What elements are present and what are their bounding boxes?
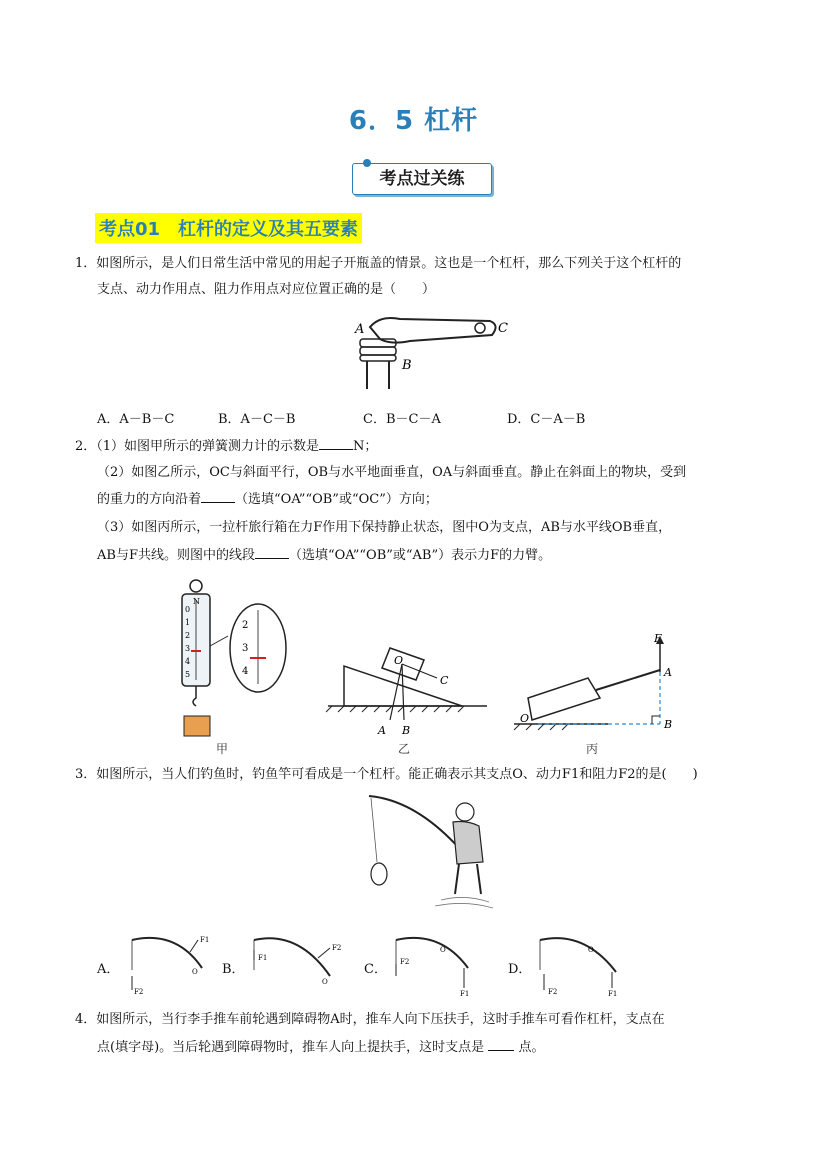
scale-tick-3: 3 bbox=[185, 644, 191, 653]
incline-label-o: O bbox=[394, 654, 404, 667]
rod-b-f2: F2 bbox=[332, 944, 342, 952]
spring-scale-figure bbox=[160, 576, 295, 756]
luggage-label-f: F bbox=[654, 632, 662, 645]
q1-option-a[interactable]: A．A－B－C bbox=[97, 412, 175, 427]
q2-line5-text: AB与F共线。则图中的线段 bbox=[97, 548, 255, 563]
badge-label: 考点过关练 bbox=[379, 169, 465, 189]
luggage-label-a: A bbox=[664, 666, 672, 679]
rod-a-f2: F2 bbox=[134, 988, 144, 996]
badge-dot-icon bbox=[363, 159, 371, 167]
section-heading: 考点01 杠杆的定义及其五要素 bbox=[95, 213, 362, 243]
rod-a-o: O bbox=[192, 968, 198, 976]
opener-label-a: A bbox=[355, 322, 365, 337]
zoom-tick-2: 2 bbox=[242, 620, 249, 631]
opener-label-b: B bbox=[402, 358, 412, 373]
rod-c-figure bbox=[380, 928, 480, 998]
rod-b-f1: F1 bbox=[258, 954, 268, 962]
q2-blank-3[interactable] bbox=[255, 546, 289, 559]
q2-line5-hint: （选填“OA”“OB”或“AB”）表示力F的力臂。 bbox=[288, 548, 552, 563]
scale-tick-1: 1 bbox=[185, 618, 191, 627]
opener-label-c: C bbox=[498, 321, 508, 336]
scale-unit-n: N bbox=[193, 597, 200, 606]
page-title: 6．5 杠杆 bbox=[348, 106, 479, 136]
scale-tick-5: 5 bbox=[185, 670, 191, 679]
luggage-figure bbox=[508, 628, 688, 740]
caption-jia: 甲 bbox=[216, 742, 229, 756]
q2-line3 bbox=[97, 490, 438, 510]
incline-label-b: B bbox=[402, 724, 411, 737]
scale-tick-0: 0 bbox=[185, 605, 191, 614]
rod-d-o: O bbox=[588, 946, 594, 954]
q2-line4: （3）如图丙所示，一拉杆旅行箱在力F作用下保持静止状态，图中O为支点，AB与水平线OB垂直， bbox=[97, 520, 672, 535]
section-badge bbox=[352, 163, 492, 195]
incline-label-a: A bbox=[378, 724, 386, 737]
scale-tick-2: 2 bbox=[185, 631, 191, 640]
rod-d-f2: F2 bbox=[548, 988, 558, 996]
scale-tick-4: 4 bbox=[185, 657, 191, 666]
q3-line1: 3．如图所示，当人们钓鱼时，钓鱼竿可看成是一个杠杆。能正确表示其支点O、动力F1和阻力F2的是( ) bbox=[75, 767, 698, 782]
rod-c-f1: F1 bbox=[460, 990, 470, 998]
q1-option-c[interactable]: C．B－C－A bbox=[363, 412, 441, 427]
q2-blank-1[interactable] bbox=[319, 437, 353, 450]
q3-option-b[interactable]: B． bbox=[222, 962, 245, 977]
q1-option-b[interactable]: B．A－C－B bbox=[218, 412, 296, 427]
q1-line2: 支点、动力作用点、阻力作用点对应位置正确的是（ ） bbox=[97, 282, 436, 297]
q4-line2-end: 点。 bbox=[518, 1040, 545, 1055]
q2-blank-2[interactable] bbox=[201, 490, 235, 503]
bottle-opener-figure bbox=[340, 305, 520, 395]
q4-line2 bbox=[97, 1038, 544, 1058]
incline-figure bbox=[322, 640, 492, 740]
rod-b-figure bbox=[238, 928, 342, 998]
q2-line3-hint: （选填“OA”“OB”或“OC”）方向； bbox=[235, 492, 438, 507]
rod-d-figure bbox=[524, 928, 624, 998]
q4-blank-1[interactable] bbox=[488, 1038, 514, 1051]
rod-b-o: O bbox=[322, 978, 328, 986]
q1-option-d[interactable]: D．C－A－B bbox=[507, 412, 586, 427]
zoom-tick-3: 3 bbox=[242, 643, 249, 654]
q4-line1: 4．如图所示，当行李手推车前轮遇到障碍物A时，推车人向下压扶手，这时手推车可看作杠杆，支点在 bbox=[75, 1012, 665, 1027]
rod-c-o: O bbox=[440, 946, 446, 954]
q3-option-d[interactable]: D． bbox=[508, 962, 532, 977]
q3-option-a[interactable]: A． bbox=[97, 962, 120, 977]
zoom-tick-4: 4 bbox=[242, 666, 249, 677]
caption-bing: 丙 bbox=[586, 742, 599, 756]
rod-a-f1: F1 bbox=[200, 936, 210, 944]
fisherman-figure bbox=[355, 790, 495, 915]
q3-option-c[interactable]: C． bbox=[364, 962, 387, 977]
q1-line1: 1．如图所示，是人们日常生活中常见的用起子开瓶盖的情景。这也是一个杠杆，那么下列关于这个杠杆的 bbox=[75, 256, 682, 271]
rod-a-figure bbox=[116, 928, 216, 998]
rod-d-f1: F1 bbox=[608, 990, 618, 998]
q4-line2-text: 点(填字母)。当后轮遇到障碍物时，推车人向上提扶手，这时支点是 bbox=[97, 1040, 485, 1055]
caption-yi: 乙 bbox=[398, 742, 411, 756]
q2-line5 bbox=[97, 546, 551, 566]
q2-line1-unit: N； bbox=[353, 439, 378, 454]
q2-line1 bbox=[75, 437, 377, 457]
luggage-label-o: O bbox=[520, 712, 530, 725]
luggage-label-b: B bbox=[664, 718, 673, 731]
rod-c-f2: F2 bbox=[400, 958, 410, 966]
q2-line2: （2）如图乙所示，OC与斜面平行，OB与水平地面垂直，OA与斜面垂直。静止在斜面上的物块，受到 bbox=[97, 465, 687, 480]
q2-line1-text: 2．（1）如图甲所示的弹簧测力计的示数是 bbox=[75, 439, 320, 454]
q2-line3-text: 的重力的方向沿着 bbox=[97, 492, 202, 507]
incline-label-c: C bbox=[440, 674, 449, 687]
